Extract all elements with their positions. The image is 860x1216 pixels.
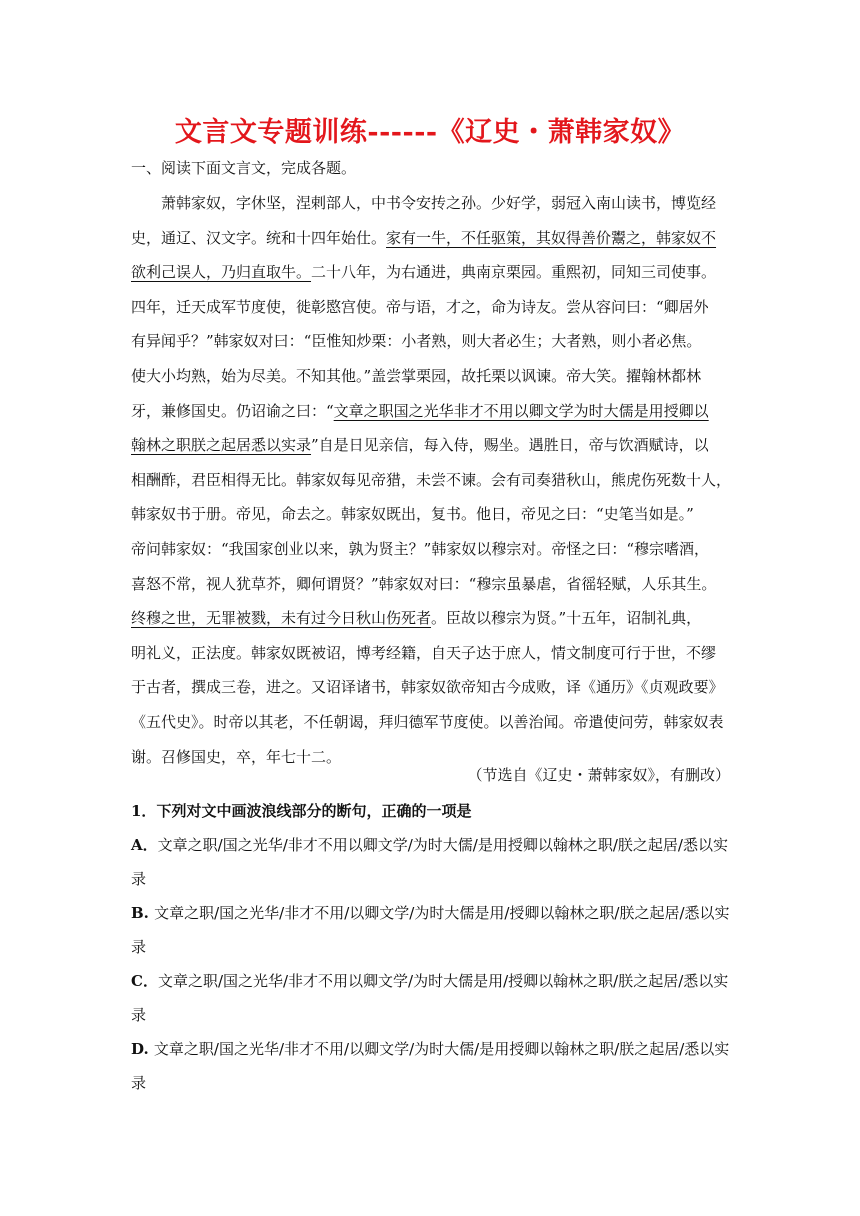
text-segment: 二十八年，为右通进，典南京栗园。重熙初，同知三司使事。 xyxy=(311,263,717,282)
passage-text xyxy=(131,186,731,774)
underlined-segment: 终穆之世，无罪被戮，未有过今日秋山伤死者 xyxy=(131,609,432,628)
text-segment: 使大小均熟，始为尽美。不知其他。”盖尝掌栗园，故托栗以讽谏。帝大笑。擢翰林都林 xyxy=(131,366,702,385)
text-segment: 萧韩家奴，字休坚，涅剌部人，中书令安抟之孙。少好学，弱冠入南山读书，博览经 xyxy=(131,194,717,212)
passage-line xyxy=(131,636,731,671)
passage-line xyxy=(131,428,731,463)
option-d xyxy=(131,1038,729,1059)
text-segment: 帝问韩家奴：“我国家创业以来，孰为贤主？”韩家奴以穆宗对。帝怪之曰：“穆宗嗜酒， xyxy=(131,539,710,558)
passage-line xyxy=(131,532,731,567)
underlined-segment: 翰林之职朕之起居悉以实录 xyxy=(131,436,312,455)
passage-line xyxy=(131,670,731,705)
text-segment: 相酬酢，君臣相得无比。韩家奴每见帝猎，未尝不谏。会有司奏猎秋山，熊虎伤死数十人， xyxy=(131,470,732,489)
option-label: B. xyxy=(131,904,155,922)
question-number: 1． xyxy=(131,802,157,820)
text-segment: 明礼义，正法度。韩家奴既被诏，博考经籍，自天子达于庶人，情文制度可行于世，不缪 xyxy=(131,643,717,662)
option-b xyxy=(131,902,730,923)
passage-line xyxy=(131,186,731,221)
underlined-segment: 文章之职国之光华非才不用以卿文学为时大儒是用授卿以 xyxy=(333,401,709,420)
passage-line xyxy=(131,255,731,290)
passage-line xyxy=(131,359,731,394)
underlined-segment: 欲利己误人，乃归直取牛。 xyxy=(131,263,312,282)
text-segment: 喜怒不常，视人犹草芥，卿何谓贤？”韩家奴对曰：“穆宗虽暴虐，省徭轻赋，人乐其生。 xyxy=(131,574,717,593)
option-a xyxy=(131,834,728,855)
text-segment: 。臣故以穆宗为贤。”十五年，诏制礼典， xyxy=(431,609,702,628)
option-text: 文章之职/国之光华/非才不用/以卿文学/为时大儒是用/授卿以翰林之职/朕之起居/悉以实 xyxy=(154,904,730,922)
option-label: D. xyxy=(131,1040,154,1058)
text-segment: 有异闻乎？”韩家奴对曰：“臣惟知炒栗：小者熟，则大者必生；大者熟，则小者必焦。 xyxy=(131,332,702,351)
passage-line xyxy=(131,394,731,429)
passage-line xyxy=(131,290,731,325)
passage-line xyxy=(131,497,731,532)
passage-line xyxy=(131,567,731,602)
passage-line xyxy=(131,324,731,359)
question-1 xyxy=(131,800,471,821)
text-segment: 四年，迁天成军节度使，徙彰愍宫使。帝与语，才之，命为诗友。尝从容问曰：“卿居外 xyxy=(131,297,709,316)
question-text: 下列对文中画波浪线部分的断句，正确的一项是 xyxy=(156,802,472,820)
text-segment: 于古者，撰成三卷，进之。又诏译诸书，韩家奴欲帝知古今成败，译《通历》《贞观政要》 xyxy=(131,678,724,697)
underlined-segment: 家有一牛，不任驱策，其奴得善价鬻之，韩家奴不 xyxy=(386,228,717,247)
option-label: A． xyxy=(131,836,158,854)
option-text: 文章之职/国之光华/非才不用以卿文学/为时大儒是用/授卿以翰林之职/朕之起居/悉以实 xyxy=(157,972,729,990)
passage-line xyxy=(131,221,731,256)
source-citation: （节选自《辽史・萧韩家奴》，有删改） xyxy=(467,766,730,784)
option-label: C． xyxy=(131,972,158,990)
option-text: 文章之职/国之光华/非才不用以卿文学/为时大儒/是用授卿以翰林之职/朕之起居/悉以实 xyxy=(157,836,728,854)
text-segment: 谢。召修国史，卒，年七十二。 xyxy=(131,747,342,766)
page-title: 文言文专题训练------《辽史・萧韩家奴》 xyxy=(174,117,686,148)
instruction-text: 一、阅读下面文言文，完成各题。 xyxy=(131,159,357,177)
option-text-continued: 录 xyxy=(131,1006,147,1024)
passage-line xyxy=(131,705,731,740)
text-segment: ”自是日见亲信，每入侍，赐坐。遇胜日，帝与饮酒赋诗，以 xyxy=(311,436,709,455)
option-text-continued: 录 xyxy=(131,938,147,956)
text-segment: 牙，兼修国史。仍诏谕之曰：“ xyxy=(131,401,334,420)
passage-line xyxy=(131,463,731,498)
text-segment: 史，通辽、汉文字。统和十四年始仕。 xyxy=(131,228,387,247)
option-text: 文章之职/国之光华/非才不用/以卿文学/为时大儒/是用授卿以翰林之职/朕之起居/悉以实 xyxy=(153,1040,730,1058)
text-segment: 《五代史》。时帝以其老，不任朝谒，拜归德军节度使。以善治闻。帝遣使问劳，韩家奴表 xyxy=(131,712,724,731)
passage-line xyxy=(131,601,731,636)
option-c xyxy=(131,970,728,991)
text-segment: 韩家奴书于册。帝见，命去之。韩家奴既出，复书。他日，帝见之曰：“史笔当如是。” xyxy=(131,505,694,524)
option-text-continued: 录 xyxy=(131,870,147,888)
option-text-continued: 录 xyxy=(131,1074,147,1092)
